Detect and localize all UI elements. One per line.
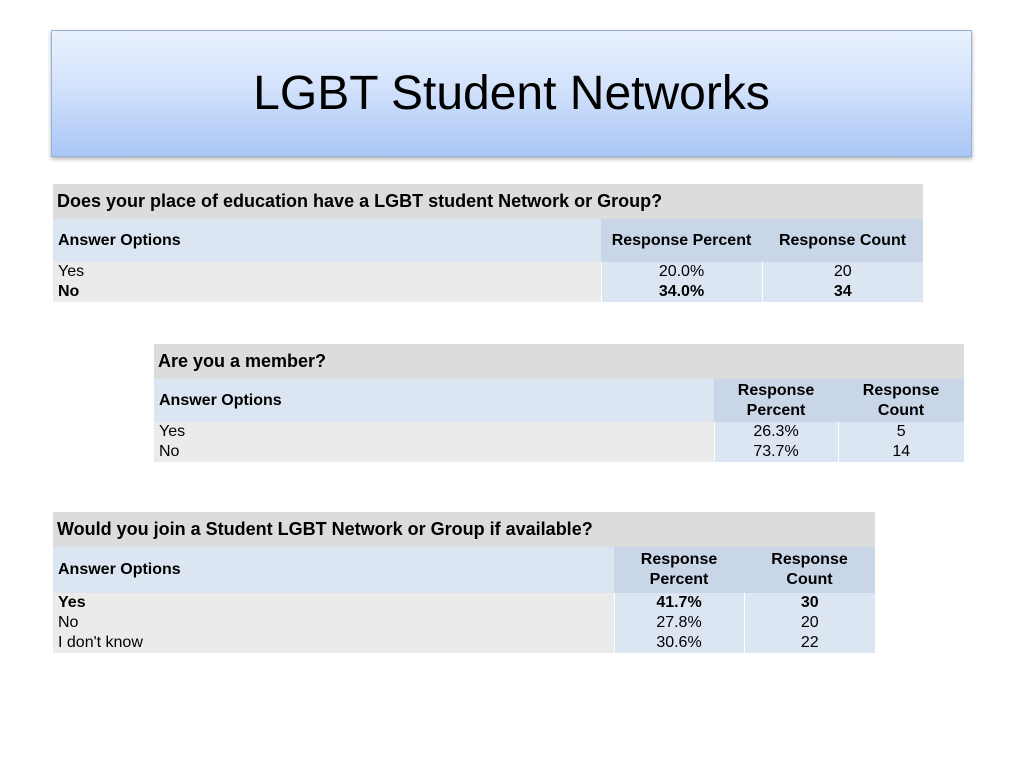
title-box [51, 30, 972, 157]
response-count: 14 [838, 442, 964, 462]
question-text: Would you join a Student LGBT Network or Group if available? [53, 512, 875, 547]
response-count: 34 [762, 282, 923, 302]
header-response-percent: Response Percent [614, 547, 744, 593]
question-row [53, 512, 875, 547]
header-response-count: Response Count [744, 547, 875, 593]
header-row [53, 547, 875, 593]
response-count: 20 [762, 262, 923, 282]
answer-label: Yes [53, 593, 614, 613]
answer-label: No [53, 282, 601, 302]
answer-label: Yes [53, 262, 601, 282]
response-percent: 26.3% [714, 422, 838, 442]
survey-table-would-join [53, 512, 875, 653]
table-row [154, 422, 964, 442]
header-answer-options: Answer Options [53, 219, 601, 262]
header-row [154, 379, 964, 422]
header-answer-options: Answer Options [154, 379, 714, 422]
response-count: 20 [744, 613, 875, 633]
table-row [53, 633, 875, 653]
header-answer-options: Answer Options [53, 547, 614, 593]
header-row [53, 219, 923, 262]
response-percent: 34.0% [601, 282, 762, 302]
header-response-count: Response Count [838, 379, 964, 422]
question-row [53, 184, 923, 219]
question-text: Does your place of education have a LGBT student Network or Group? [53, 184, 923, 219]
header-response-percent: Response Percent [714, 379, 838, 422]
slide-title: LGBT Student Networks [253, 67, 770, 120]
survey-table-member [154, 344, 964, 462]
response-percent: 20.0% [601, 262, 762, 282]
response-percent: 73.7% [714, 442, 838, 462]
table-row [53, 262, 923, 282]
response-percent: 41.7% [614, 593, 744, 613]
answer-label: No [53, 613, 614, 633]
question-row [154, 344, 964, 379]
answer-label: Yes [154, 422, 714, 442]
survey-table-education-network [53, 184, 923, 302]
response-percent: 27.8% [614, 613, 744, 633]
response-percent: 30.6% [614, 633, 744, 653]
table-row [53, 593, 875, 613]
header-response-percent: Response Percent [601, 219, 762, 262]
table-row [53, 282, 923, 302]
response-count: 30 [744, 593, 875, 613]
header-response-count: Response Count [762, 219, 923, 262]
answer-label: No [154, 442, 714, 462]
response-count: 22 [744, 633, 875, 653]
response-count: 5 [838, 422, 964, 442]
question-text: Are you a member? [154, 344, 964, 379]
table-row [53, 613, 875, 633]
answer-label: I don't know [53, 633, 614, 653]
table-row [154, 442, 964, 462]
